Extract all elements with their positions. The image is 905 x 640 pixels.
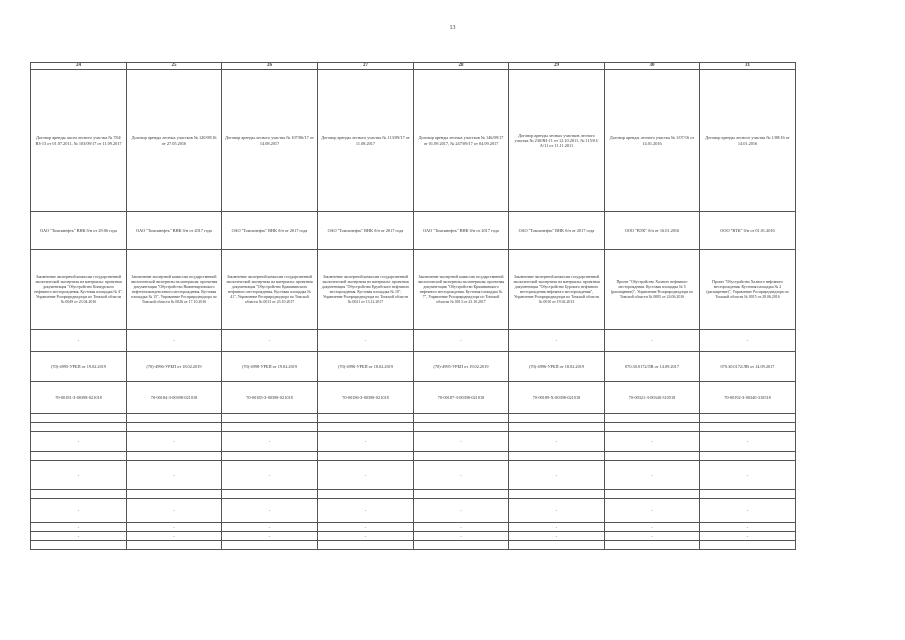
table-row <box>31 452 796 461</box>
table-cell: - <box>31 330 127 352</box>
table-cell: (70)-4995-УРБП от 19.02.2019 <box>31 352 127 382</box>
table-cell: - <box>509 432 605 452</box>
empty-dash-row <box>31 330 796 352</box>
table-cell <box>127 423 222 432</box>
table-cell: - <box>414 499 509 523</box>
table-row <box>31 499 796 523</box>
table-cell: - <box>318 523 414 532</box>
table-cell <box>509 414 605 423</box>
table-cell: ОАО "Томскнефть" ВНК б/н от 2017 года <box>318 212 414 250</box>
table-cell: - <box>127 432 222 452</box>
table-cell: - <box>700 499 796 523</box>
table-cell: (70)-4998-УРБП от 19.02.2019 <box>222 352 318 382</box>
table-cell: 70-00181-З-00398-021018 <box>31 382 127 414</box>
table-cell <box>127 541 222 550</box>
table-cell: ОАО "Томскнефть" ВНК б/н от 2017 года <box>127 212 222 250</box>
table-cell <box>318 414 414 423</box>
table-cell: ООО "ВТК" б/н от 01.01.2016 <box>700 212 796 250</box>
table-cell: 70-00186-З-00398-021018 <box>318 382 414 414</box>
table-cell: 70-00185-З-00398-021018 <box>222 382 318 414</box>
table-cell <box>700 414 796 423</box>
registration-row <box>31 352 796 382</box>
table-cell <box>605 423 700 432</box>
table-row <box>31 461 796 490</box>
column-number: 25 <box>127 63 222 70</box>
table-cell: - <box>318 330 414 352</box>
table-cell: ОАО "Томскнефть" ВНК б/н от 2017 года <box>414 212 509 250</box>
table-cell: - <box>509 523 605 532</box>
column-number: 31 <box>700 63 796 70</box>
table-cell: - <box>222 330 318 352</box>
column-number: 24 <box>31 63 127 70</box>
table-cell: - <box>605 432 700 452</box>
table-cell: - <box>127 523 222 532</box>
table-cell: (70)-4996-УРБП от 18.02.2019 <box>127 352 222 382</box>
table-cell <box>509 423 605 432</box>
table-cell: - <box>414 532 509 541</box>
column-number: 29 <box>509 63 605 70</box>
table-cell <box>31 423 127 432</box>
table-cell: - <box>127 499 222 523</box>
table-row <box>31 541 796 550</box>
table-cell: - <box>318 532 414 541</box>
table-cell: 070.30.0172/ЛВ от 14.09.2017 <box>700 352 796 382</box>
table-cell: - <box>222 499 318 523</box>
table-cell <box>414 490 509 499</box>
page-number: 13 <box>449 25 456 31</box>
table-cell: Заключение экспертной комиссии государственной экологической экспертизы на материалы: проектная документация "Обустройство Конкурского нефтяного месторождения. Кустовая площадка № 4", Управление Росприроднадзора по Томской области № 0049 от 23.04.2016 <box>31 250 127 330</box>
table-cell: - <box>414 330 509 352</box>
table-cell: 70-00187-З-00398-021018 <box>414 382 509 414</box>
table-cell <box>222 490 318 499</box>
table-cell <box>700 423 796 432</box>
table-cell: - <box>700 330 796 352</box>
table-cell: - <box>414 523 509 532</box>
table-cell <box>127 490 222 499</box>
table-cell: Проект "Обустройство Халного нефтяного месторождения. Кустовая площадка № 2 (расширение)", Управление Росприроднадзора по Томской области № 0015 от 28.06.2016 <box>700 250 796 330</box>
lease-agreements-row <box>31 70 796 212</box>
table-cell: - <box>700 461 796 490</box>
column-number: 26 <box>222 63 318 70</box>
table-cell <box>222 452 318 461</box>
table-cell: - <box>31 523 127 532</box>
table-cell: - <box>31 432 127 452</box>
table-cell: ОАО "Томскнефть" ВНК б/н от 2017 года <box>509 212 605 250</box>
table-cell: Договор аренды лесных участков № 146/09/17 от 01.09.2017, № 247/09/17 от 04.09.2017 <box>414 70 509 212</box>
table-cell <box>31 452 127 461</box>
table-cell: - <box>509 461 605 490</box>
table-cell: 70-00192-З-00340-310518 <box>700 382 796 414</box>
table-cell <box>318 452 414 461</box>
table-row <box>31 532 796 541</box>
table-cell <box>605 490 700 499</box>
table-row <box>31 423 796 432</box>
table-cell: Заключение экспертной комиссии государственной экологической экспертизы на материалы: проектная документация "Обустройство Нижневартовского нефтегазоконденсатного месторождения. Кустовая площадка № 15", Управление Росприроднадзора по Томской области № 0026 от 17.10.2016 <box>127 250 222 330</box>
table-cell: - <box>605 461 700 490</box>
table-cell: - <box>509 532 605 541</box>
table-cell: Договор аренды части лесного участка № 784/ВЗ-13 от 01.07.2011, № 103/09/17 от 11.09.2017 <box>31 70 127 212</box>
table-cell: (70)-4995-УРБП от 19.02.2019 <box>414 352 509 382</box>
table-cell <box>414 423 509 432</box>
table-cell <box>700 490 796 499</box>
table-cell: - <box>318 461 414 490</box>
table-cell <box>700 541 796 550</box>
table-cell: 70-00321-З-00340-310518 <box>605 382 700 414</box>
table-cell: - <box>509 330 605 352</box>
column-number: 27 <box>318 63 414 70</box>
table-cell: - <box>605 330 700 352</box>
table-cell: - <box>414 461 509 490</box>
table-cell: - <box>509 499 605 523</box>
table-cell: - <box>222 523 318 532</box>
table-cell <box>318 490 414 499</box>
table-cell: - <box>31 499 127 523</box>
table-cell <box>127 414 222 423</box>
table-cell <box>605 541 700 550</box>
table-cell: Договор аренды лесных участков лесного участка № 230/ВЗ-11 от 12.10.2011, № 115/01/А/11 от 11.11.2011 <box>509 70 605 212</box>
expertise-row <box>31 250 796 330</box>
table-cell <box>605 414 700 423</box>
table-cell <box>318 423 414 432</box>
customer-row <box>31 212 796 250</box>
table-cell: Договор аренды лесного участка № 1/08/16 от 14.01.2016 <box>700 70 796 212</box>
table-cell: - <box>222 461 318 490</box>
table-cell: - <box>700 432 796 452</box>
document-table <box>30 62 796 550</box>
table-cell: - <box>222 532 318 541</box>
table-cell: 70-00184-З-00398-021018 <box>127 382 222 414</box>
table-cell: - <box>127 330 222 352</box>
object-code-row <box>31 382 796 414</box>
table-cell: Заключение экспертной комиссии государственной экологической экспертизы на материалы: проектная документация "Обустройство Крапивинского нефтяного месторождения. Кустовая площадка № 7", Управление Росприроднадзора по Томской области № 0013 от 23.10.2017 <box>414 250 509 330</box>
table-cell: 070.30.0172/ЛВ от 14.09.2017 <box>605 352 700 382</box>
table-cell: Договор аренды лесного участка № 107/06/17 от 14.08.2017 <box>222 70 318 212</box>
table-cell: (70)-4996-УРБП от 18.02.2019 <box>318 352 414 382</box>
table-cell: Проект "Обустройство Халного нефтяного месторождения. Кустовая площадка № 5 (расширение)", Управление Росприроднадзора по Томской области № 0005 от 24.06.2016 <box>605 250 700 330</box>
table-cell <box>31 414 127 423</box>
table-row <box>31 432 796 452</box>
table-cell: - <box>318 432 414 452</box>
table-cell: - <box>605 523 700 532</box>
table-cell <box>509 452 605 461</box>
table-cell: - <box>127 461 222 490</box>
table-cell <box>605 452 700 461</box>
table-cell: Заключение экспертной комиссии государственной экологической экспертизы на материалы: проектная документация "Обустройство Крапивинского нефтяного месторождения. Кустовая площадка № 41", Управление Росприроднадзора по Томской области № 0013 от 23.10.2017 <box>222 250 318 330</box>
table-cell <box>31 541 127 550</box>
table-cell: Заключение экспертной комиссии государственной экологической экспертизы на материалы: проектная документация "Обустройство Еруибского нефтяного месторождения. Кустовая площадка № 10", Управление Росприроднадзора по Томской области № 0021 от 13.12.2017 <box>318 250 414 330</box>
table-row <box>31 414 796 423</box>
table-cell: - <box>700 532 796 541</box>
table-cell: - <box>318 499 414 523</box>
table-cell <box>509 541 605 550</box>
table-cell: - <box>605 499 700 523</box>
table-cell: Договор аренды лесных участков № 120/09/16 от 27.05.2016 <box>127 70 222 212</box>
table-cell: Договор аренды лесного участка № 113/09/17 от 11.08.2017 <box>318 70 414 212</box>
column-number: 28 <box>414 63 509 70</box>
table-cell: Договор аренды лесного участка № 1/07/16 от 14.01.2016 <box>605 70 700 212</box>
table-row <box>31 490 796 499</box>
table-cell: - <box>127 532 222 541</box>
table-cell <box>318 541 414 550</box>
table-cell: - <box>31 461 127 490</box>
table-cell <box>509 490 605 499</box>
column-number-row <box>31 63 796 70</box>
table-cell <box>222 541 318 550</box>
column-number: 30 <box>605 63 700 70</box>
table-cell: 70-00189-Х-00398-021018 <box>509 382 605 414</box>
table-cell <box>414 452 509 461</box>
table-cell: Заключение экспертной комиссии государственной экологической экспертизы на материалы: проектная документация "Обустройство Бурового нефтяного месторождения нефтяного месторождения", Управление Росприроднадзора по Томской области № 0010 от 19.02.2013 <box>509 250 605 330</box>
table-cell <box>414 414 509 423</box>
table-cell: - <box>605 532 700 541</box>
table-cell: (70)-4996-УРБП от 18.02.2019 <box>509 352 605 382</box>
table-cell <box>700 452 796 461</box>
table-cell: ОАО "Томскнефть" ВНК б/н от 2017 года <box>222 212 318 250</box>
table-cell <box>222 423 318 432</box>
table-cell: ОАО "Томскнефть" ВНК б/н от 29.06 года <box>31 212 127 250</box>
table-cell: - <box>700 523 796 532</box>
table-cell: - <box>222 432 318 452</box>
table-cell <box>222 414 318 423</box>
table-cell: - <box>414 432 509 452</box>
table-cell <box>127 452 222 461</box>
table-cell <box>31 490 127 499</box>
table-cell: ООО "ВТК" б/н от 16.01.2016 <box>605 212 700 250</box>
table-row <box>31 523 796 532</box>
table-cell: - <box>31 532 127 541</box>
table-cell <box>414 541 509 550</box>
